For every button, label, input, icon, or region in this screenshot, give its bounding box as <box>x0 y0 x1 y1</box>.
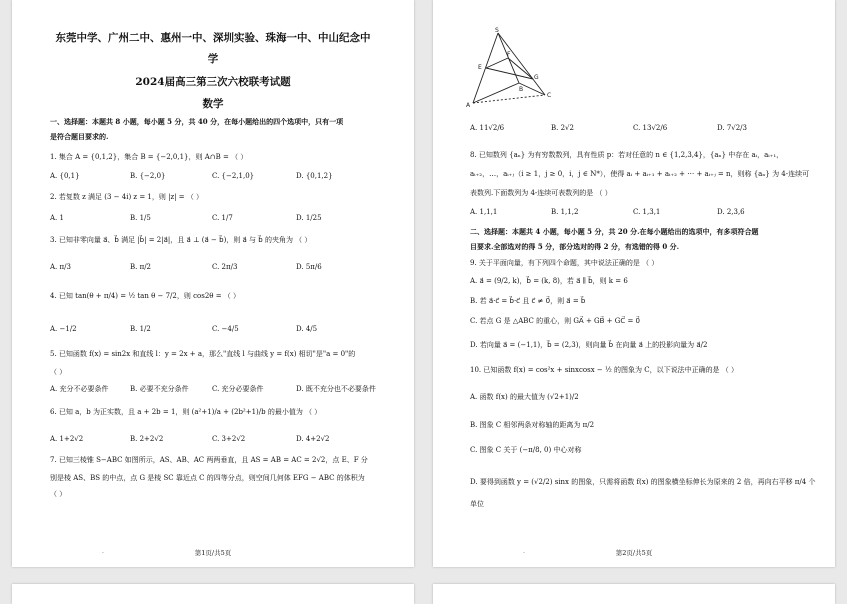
section2-heading: 二、选择题：本题共 4 小题，每小题 5 分，共 20 分.在每小题给出的选项中，有多项符合题 <box>470 227 759 236</box>
question-7-cont: 别是棱 AS、BS 的中点，点 G 是棱 SC 靠近点 C 的四等分点，则空间几何体 EFG − ABC 的体积为 <box>50 474 365 482</box>
q10-option-b: B. 图象 C 相邻两条对称轴的距离为 π/2 <box>470 421 595 429</box>
question-10: 10. 已知函数 f(x) = cos²x + sinxcosx − ½ 的图象为 C，以下说法中正确的是 （ ） <box>470 366 739 374</box>
q4-option-a: A. −1/2 <box>50 325 77 333</box>
q4-option-c: C. −4/5 <box>212 325 239 333</box>
q6-option-d: D. 4+2√2 <box>296 435 330 443</box>
document-page-2 <box>433 0 835 567</box>
question-1: 1. 集合 A = {0,1,2}，集合 B = {−2,0,1}，则 A∩B = （ ） <box>50 153 248 161</box>
q7-option-a: A. 11√2/6 <box>470 124 505 132</box>
question-5: 5. 已知函数 f(x) = sin2x 和直线 l：y = 2x + a，那么"直线 l 与曲线 y = f(x) 相切"是"a = 0"的 <box>50 350 356 358</box>
question-6: 6. 已知 a，b 为正实数，且 a + 2b = 1，则 (a²+1)/a + (2b²+1)/b 的最小值为 （ ） <box>50 408 322 416</box>
q10-option-a: A. 函数 f(x) 的最大值为 (√2+1)/2 <box>470 393 579 401</box>
exam-subject: 数学 <box>202 98 224 110</box>
q2-option-b: B. 1/5 <box>130 214 151 222</box>
document-page-1 <box>12 0 414 567</box>
document-page-3 <box>12 584 414 604</box>
q1-option-a: A. {0,1} <box>50 172 80 180</box>
fig-label-e: E <box>478 64 482 71</box>
q9-option-c: C. 若点 G 是 △ABC 的重心，则 GA⃗ + GB⃗ + GC⃗ = 0⃗ <box>470 317 640 325</box>
question-8-cont2: 表数列.下面数列为 4-连续可表数列的是 （ ） <box>470 189 612 197</box>
fig-label-s: S <box>495 27 499 34</box>
q1-option-c: C. {−2,1,0} <box>212 172 255 180</box>
page-dot: . <box>523 548 525 555</box>
question-4: 4. 已知 tan(θ + π/4) = ½ tan θ − 7/2，则 cos2θ = （ ） <box>50 292 241 300</box>
fig-label-g: G <box>534 74 539 81</box>
document-page-4 <box>433 584 835 604</box>
fig-label-c: C <box>547 92 552 99</box>
q6-option-a: A. 1+2√2 <box>50 435 84 443</box>
q9-option-a: A. a⃗ = (9/2, k)，b⃗ = (k, 8)，若 a⃗ ∥ b⃗，则 k = 6 <box>470 277 628 285</box>
page-dot: . <box>102 548 104 555</box>
section1-heading-cont: 是符合题目要求的. <box>50 132 109 141</box>
q3-option-c: C. 2π/3 <box>212 263 238 271</box>
q1-option-b: B. {−2,0} <box>130 172 166 180</box>
q4-option-b: B. 1/2 <box>130 325 151 333</box>
q3-option-a: A. π/3 <box>50 263 71 271</box>
q2-option-d: D. 1/25 <box>296 214 322 222</box>
q9-option-b: B. 若 a⃗·c⃗ = b⃗·c⃗ 且 c⃗ ≠ 0⃗，则 a⃗ = b⃗ <box>470 297 586 305</box>
q7-option-d: D. 7√2/3 <box>717 124 747 132</box>
q2-option-a: A. 1 <box>50 214 64 222</box>
question-3: 3. 已知非零向量 a⃗、b⃗ 满足 |b⃗| = 2|a⃗|，且 a⃗ ⊥ (a⃗ − b⃗)，则 a⃗ 与 b⃗ 的夹角为 （ ） <box>50 236 312 244</box>
q10-option-d: D. 要得到函数 y = (√2/2) sinx 的图象，只需将函数 f(x) 的图象横坐标伸长为原来的 2 倍，再向右平移 π/4 个 <box>470 478 816 486</box>
pyramid-figure <box>463 25 558 110</box>
q8-option-b: B. 1,1,2 <box>551 208 579 216</box>
q9-option-d: D. 若向量 a⃗ = (−1,1)，b⃗ = (2,3)，则向量 b⃗ 在向量 a⃗ 上的投影向量为 a⃗/2 <box>470 341 708 349</box>
q5-option-a: A. 充分不必要条件 <box>50 385 109 393</box>
fig-label-a: A <box>466 102 471 109</box>
q6-option-b: B. 2+2√2 <box>130 435 164 443</box>
q7-blank: （ ） <box>50 490 67 498</box>
page-footer: 第1页/共5页 <box>194 549 232 557</box>
question-8-cont: aᵢ₊₂，…，aᵢ₊ⱼ（i ≥ 1，j ≥ 0，i，j ∈ N*），使得 aᵢ + aᵢ₊₁ + aᵢ₊₂ + ⋯ + aᵢ₊ⱼ = n，则称 {aₙ} 为 4-连续可 <box>470 170 810 178</box>
q8-option-d: D. 2,3,6 <box>717 208 745 216</box>
q8-option-a: A. 1,1,1 <box>470 208 498 216</box>
question-7: 7. 已知三棱锥 S−ABC 如图所示，AS、AB、AC 两两垂直，且 AS = AB = AC = 2√2，点 E、F 分 <box>50 456 368 464</box>
q5-option-b: B. 必要不充分条件 <box>130 385 189 393</box>
q10-option-d-cont: 单位 <box>470 500 484 508</box>
q3-option-d: D. 5π/6 <box>296 263 322 271</box>
question-9: 9. 关于平面向量，有下列四个命题，其中说法正确的是 （ ） <box>470 259 659 267</box>
q2-option-c: C. 1/7 <box>212 214 233 222</box>
page-footer: 第2页/共5页 <box>615 549 653 557</box>
question-8: 8. 已知数列 {aₙ} 为有穷数数列，具有性质 p：若对任意的 n ∈ {1,2,3,4}，{aₙ} 中存在 aᵢ，aᵢ₊₁， <box>470 151 784 159</box>
q8-option-c: C. 1,3,1 <box>633 208 661 216</box>
q10-option-c: C. 图象 C 关于 (−π/8, 0) 中心对称 <box>470 446 582 454</box>
q1-option-d: D. {0,1,2} <box>296 172 333 180</box>
fig-label-f: F <box>507 51 511 58</box>
q5-option-d: D. 既不充分也不必要条件 <box>296 385 376 393</box>
section1-heading: 一、选择题：本题共 8 小题，每小题 5 分，共 40 分，在每小题给出的四个选项中，只有一项 <box>50 117 344 126</box>
q5-option-c: C. 充分必要条件 <box>212 385 264 393</box>
fig-label-b: B <box>519 86 524 93</box>
q4-option-d: D. 4/5 <box>296 325 318 333</box>
q7-option-b: B. 2√2 <box>551 124 574 132</box>
question-2: 2. 若复数 z 满足 (3 − 4i) z = 1，则 |z| = （ ） <box>50 193 204 201</box>
q5-blank: （ ） <box>50 368 67 376</box>
q3-option-b: B. π/2 <box>130 263 152 271</box>
exam-title-line1: 东莞中学、广州二中、惠州一中、深圳实验、珠海一中、中山纪念中 <box>55 32 371 44</box>
section2-heading-cont: 目要求.全部选对的得 5 分，部分选对的得 2 分，有选错的得 0 分. <box>470 242 680 251</box>
q7-option-c: C. 13√2/6 <box>633 124 668 132</box>
exam-title-line2: 学 <box>207 53 219 65</box>
exam-title-line3: 2024届高三第三次六校联考试题 <box>135 76 291 88</box>
q6-option-c: C. 3+2√2 <box>212 435 246 443</box>
